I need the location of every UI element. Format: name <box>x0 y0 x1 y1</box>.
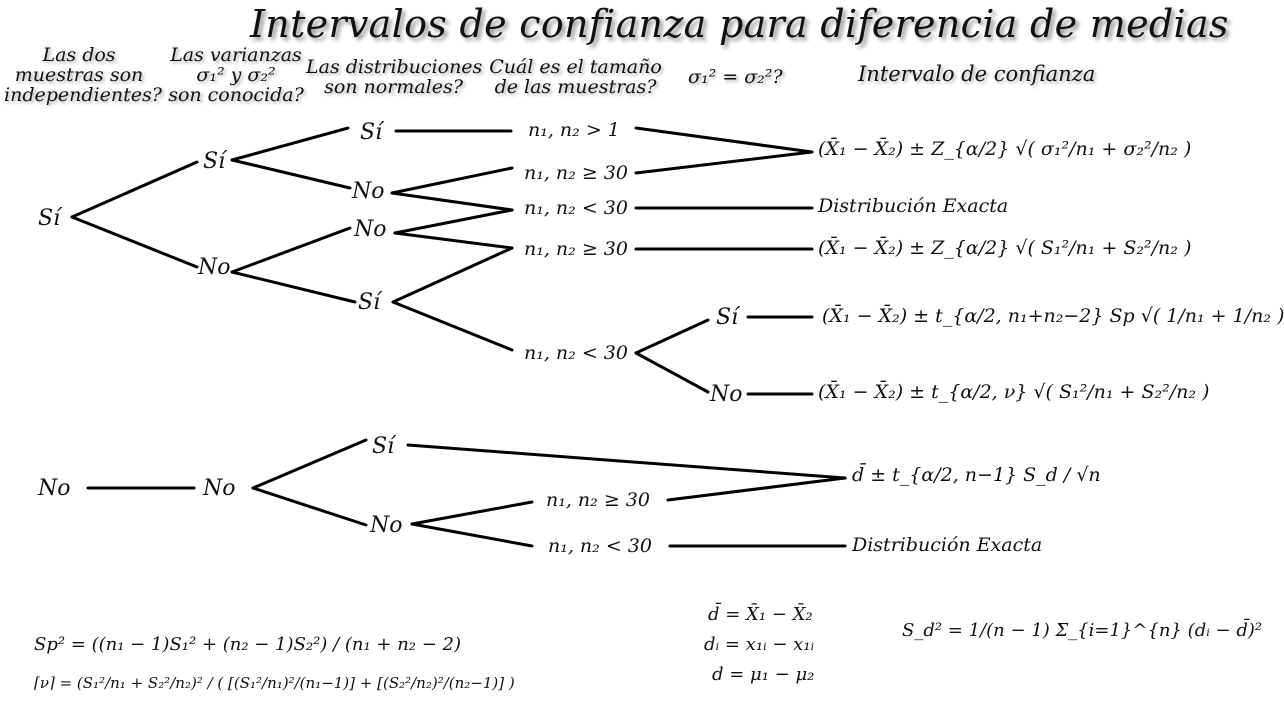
node-normal-si-a: Sí <box>360 120 383 145</box>
node-normal-si-b: Sí <box>358 290 381 315</box>
node-variance-si: Sí <box>203 149 226 174</box>
condition-n-lt-30-a: n₁, n₂ < 30 <box>524 197 628 219</box>
header-normal <box>306 58 481 98</box>
node-normal-no-b: No <box>354 217 387 242</box>
header-independent-line2: muestras son <box>14 63 144 86</box>
formula-degrees-freedom: ⌈ν⌉ = (S₁²/n₁ + S₂²/n₂)² / ( [(S₁²/n₁)²/(n₁−1)] + [(S₂²/n₂)²/(n₂−1)] ) <box>34 674 515 692</box>
header-size-line1: Cuál es el tamaño <box>489 56 662 78</box>
node-variance-no: No <box>198 255 231 280</box>
condition-n-lt-30-b: n₁, n₂ < 30 <box>524 342 628 364</box>
formula-pooled-variance: Sp² = ((n₁ − 1)S₁² + (n₂ − 1)S₂²) / (n₁ + n₂ − 2) <box>34 634 462 655</box>
header-variances-line1: Las varianzas <box>170 44 302 66</box>
header-normal-line1: Las distribuciones <box>306 56 483 78</box>
header-normal-line2: son normales? <box>324 75 463 98</box>
interval-paired: d̄ ± t_{α/2, n−1} S_d / √n <box>852 464 1101 486</box>
condition-n-ge-30-b: n₁, n₂ ≥ 30 <box>524 238 628 260</box>
node-dependent-no-2: No <box>370 513 403 538</box>
header-variances <box>166 46 306 106</box>
formula-sd-squared: S_d² = 1/(n − 1) Σ_{i=1}^{n} (dᵢ − d̄)² <box>902 620 1263 641</box>
header-variances-line3: son conocida? <box>168 83 304 106</box>
exact-distribution-b: Distribución Exacta <box>852 534 1043 556</box>
page-title: Intervalos de confianza para diferencia de medias <box>250 2 1229 46</box>
condition-n-gt-1: n₁, n₂ > 1 <box>528 119 620 141</box>
header-equal-variance: σ₁² = σ₂²? <box>688 66 783 88</box>
condition-n-ge-30-a: n₁, n₂ ≥ 30 <box>524 162 628 184</box>
node-dependent-si: Sí <box>372 434 395 459</box>
tree-branches <box>72 128 845 546</box>
node-dependent-no: No <box>203 476 236 501</box>
interval-t-pooled: (X̄₁ − X̄₂) ± t_{α/2, n₁+n₂−2} Sp √( 1/n₁ + 1/n₂ ) <box>822 305 1284 327</box>
header-size <box>488 58 663 98</box>
formula-d: d = μ₁ − μ₂ <box>712 664 815 685</box>
interval-z-sample-variance: (X̄₁ − X̄₂) ± Z_{α/2} √( S₁²/n₁ + S₂²/n₂ ) <box>818 237 1192 259</box>
exact-distribution-a: Distribución Exacta <box>818 195 1009 217</box>
header-independent-line1: Las dos <box>42 44 116 66</box>
condition-n-ge-30-c: n₁, n₂ ≥ 30 <box>546 489 650 511</box>
header-variances-line2: σ₁² y σ₂² <box>196 63 276 86</box>
condition-n-lt-30-c: n₁, n₂ < 30 <box>548 535 652 557</box>
node-independent-no: No <box>38 476 71 501</box>
header-independent <box>4 44 162 106</box>
node-equal-no: No <box>710 382 743 407</box>
node-normal-no-a: No <box>352 179 385 204</box>
header-independent-line3: independientes? <box>4 83 162 106</box>
formula-dbar: d̄ = X̄₁ − X̄₂ <box>708 604 813 625</box>
formula-di: dᵢ = x₁ᵢ − x₁ᵢ <box>704 634 815 655</box>
node-equal-si: Sí <box>716 305 739 330</box>
node-independent-si: Sí <box>38 206 61 231</box>
header-size-line2: de las muestras? <box>494 75 657 98</box>
interval-t-welch: (X̄₁ − X̄₂) ± t_{α/2, ν} √( S₁²/n₁ + S₂²/n₂ ) <box>818 381 1210 403</box>
interval-z-known-variance: (X̄₁ − X̄₂) ± Z_{α/2} √( σ₁²/n₁ + σ₂²/n₂ ) <box>818 138 1192 160</box>
header-interval: Intervalo de confianza <box>858 62 1096 86</box>
